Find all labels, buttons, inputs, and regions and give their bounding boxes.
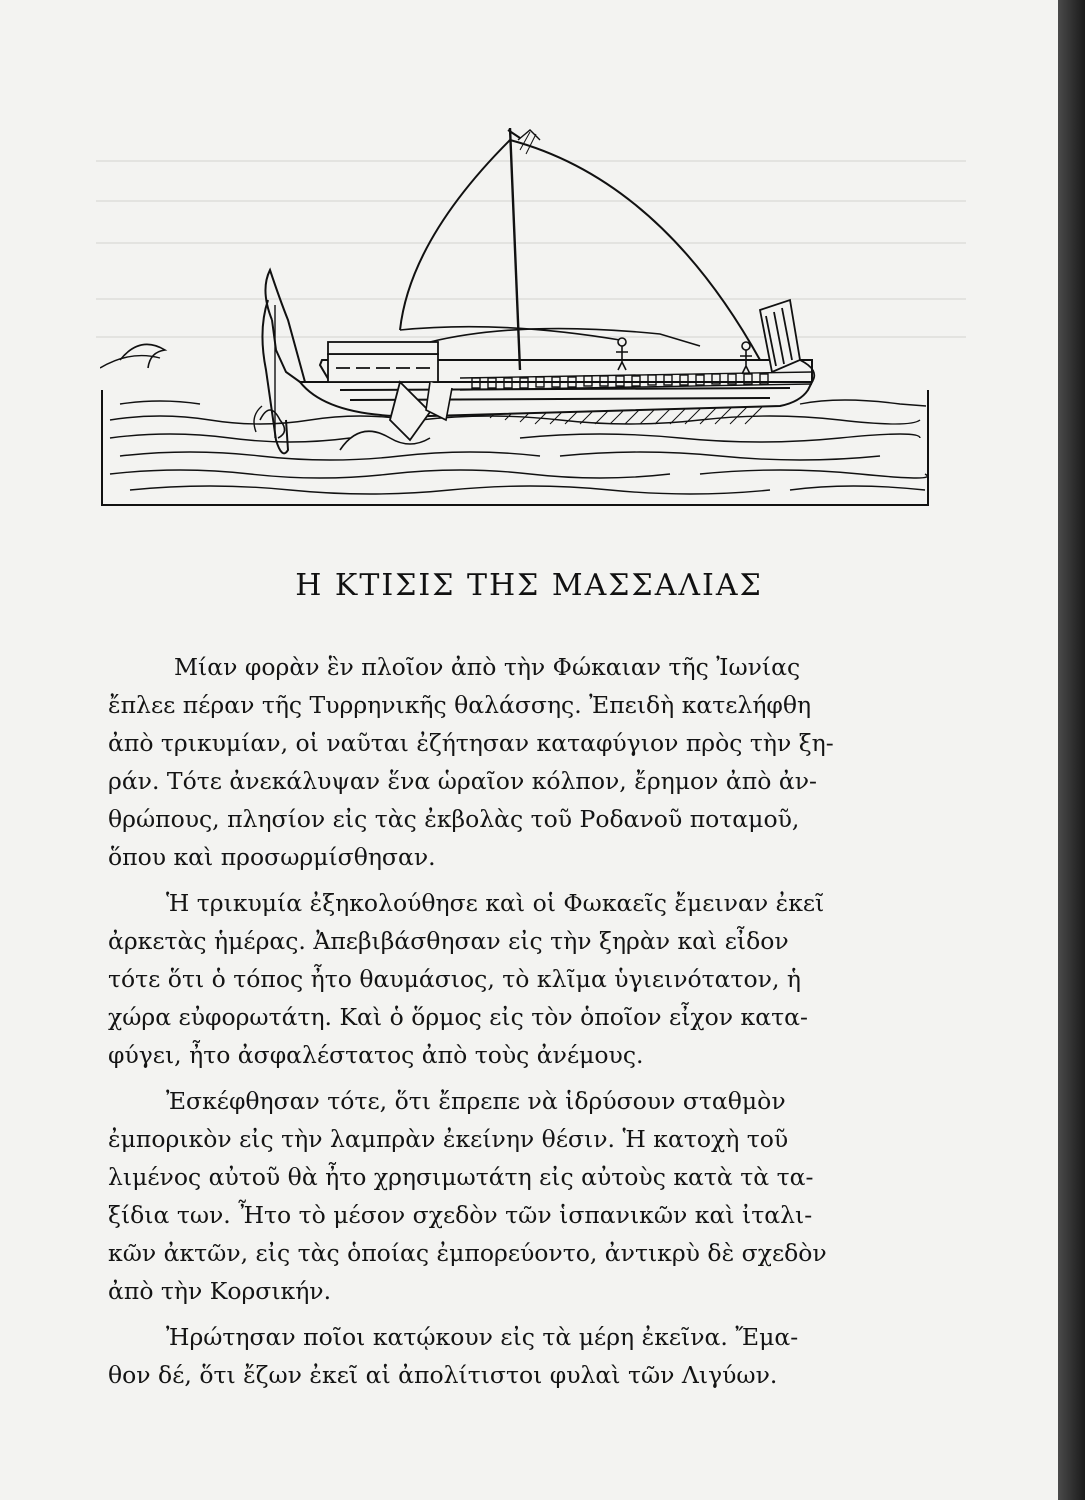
ship-figures xyxy=(616,338,752,374)
paragraph-spacer xyxy=(108,1310,938,1318)
text-line: ἀπὸ τρικυμίαν, οἱ ναῦται ἐζήτησαν καταφύγιον πρὸς τὴν ξη- xyxy=(108,729,834,757)
ship-deck-cabin xyxy=(328,342,438,382)
text-line: φύγει, ἦτο ἀσφαλέστατος ἀπὸ τοὺς ἀνέμους. xyxy=(108,1041,644,1069)
paragraph xyxy=(108,1318,938,1394)
paragraph-spacer xyxy=(108,876,938,884)
book-binding-edge xyxy=(1058,0,1085,1500)
paragraph xyxy=(108,1082,938,1310)
text-line: ἐμπορικὸν εἰς τὴν λαμπρὰν ἐκείνην θέσιν. Ἡ κατοχὴ τοῦ xyxy=(108,1125,789,1153)
ship-sail xyxy=(400,140,510,330)
ship-mast xyxy=(510,128,520,370)
text-line: ξίδια των. Ἦτο τὸ μέσον σχεδὸν τῶν ἱσπανικῶν καὶ ἰταλι- xyxy=(108,1201,813,1229)
page-title: Η ΚΤΙΣΙΣ ΤΗΣ ΜΑΣΣΑΛΙΑΣ xyxy=(295,568,763,603)
text-line: λιμένος αὐτοῦ θὰ ἦτο χρησιμωτάτη εἰς αὐτοὺς κατὰ τὰ τα- xyxy=(108,1163,814,1191)
ship-awning xyxy=(430,329,700,346)
text-line: Ἡ τρικυμία ἐξηκολούθησε καὶ οἱ Φωκαεῖς ἔμειναν ἐκεῖ xyxy=(166,889,825,917)
text-line: χώρα εὐφορωτάτη. Καὶ ὁ ὅρμος εἰς τὸν ὁποῖον εἶχον κατα- xyxy=(108,1003,808,1031)
text-line: θρώπους, πλησίον εἰς τὰς ἐκβολὰς τοῦ Ροδανοῦ ποταμοῦ, xyxy=(108,805,800,833)
body-text xyxy=(108,648,938,1394)
text-line: Ἠρώτησαν ποῖοι κατῴκουν εἰς τὰ μέρη ἐκεῖνα. Ἔμα- xyxy=(166,1323,799,1351)
text-line: τότε ὅτι ὁ τόπος ἦτο θαυμάσιος, τὸ κλῖμα ὑγιεινότατον, ἡ xyxy=(108,965,801,993)
text-line: Ἐσκέφθησαν τότε, ὅτι ἔπρεπε νὰ ἱδρύσουν σταθμὸν xyxy=(166,1087,786,1115)
ship-sail xyxy=(510,140,760,360)
text-line: ἀρκετὰς ἡμέρας. Ἀπεβιβάσθησαν εἰς τὴν ξηρὰν καὶ εἶδον xyxy=(108,927,789,955)
text-line: ὅπου καὶ προσωρμίσθησαν. xyxy=(108,843,436,871)
ancient-ship-illustration xyxy=(100,120,930,520)
stern-ornament xyxy=(760,300,814,382)
text-line: ἔπλεε πέραν τῆς Τυρρηνικῆς θαλάσσης. Ἐπειδὴ κατελήφθη xyxy=(108,691,812,719)
paragraph-spacer xyxy=(108,1074,938,1082)
text-line: ράν. Τότε ἀνεκάλυψαν ἕνα ὡραῖον κόλπον, ἔρημον ἀπὸ ἀν- xyxy=(108,767,817,795)
text-line: ἀπὸ τὴν Κορσικήν. xyxy=(108,1277,332,1305)
text-line: θον δέ, ὅτι ἔζων ἐκεῖ αἱ ἀπολίτιστοι φυλαὶ τῶν Λιγύων. xyxy=(108,1361,778,1389)
wave-crest xyxy=(340,431,430,450)
text-line: Μίαν φορὰν ἓν πλοῖον ἀπὸ τὴν Φώκαιαν τῆς Ἰωνίας xyxy=(174,653,801,681)
text-line: κῶν ἀκτῶν, εἰς τὰς ὁποίας ἐμπορεύοντο, ἀντικρὺ δὲ σχεδὸν xyxy=(108,1239,827,1267)
paragraph xyxy=(108,648,938,876)
paragraph xyxy=(108,884,938,1074)
